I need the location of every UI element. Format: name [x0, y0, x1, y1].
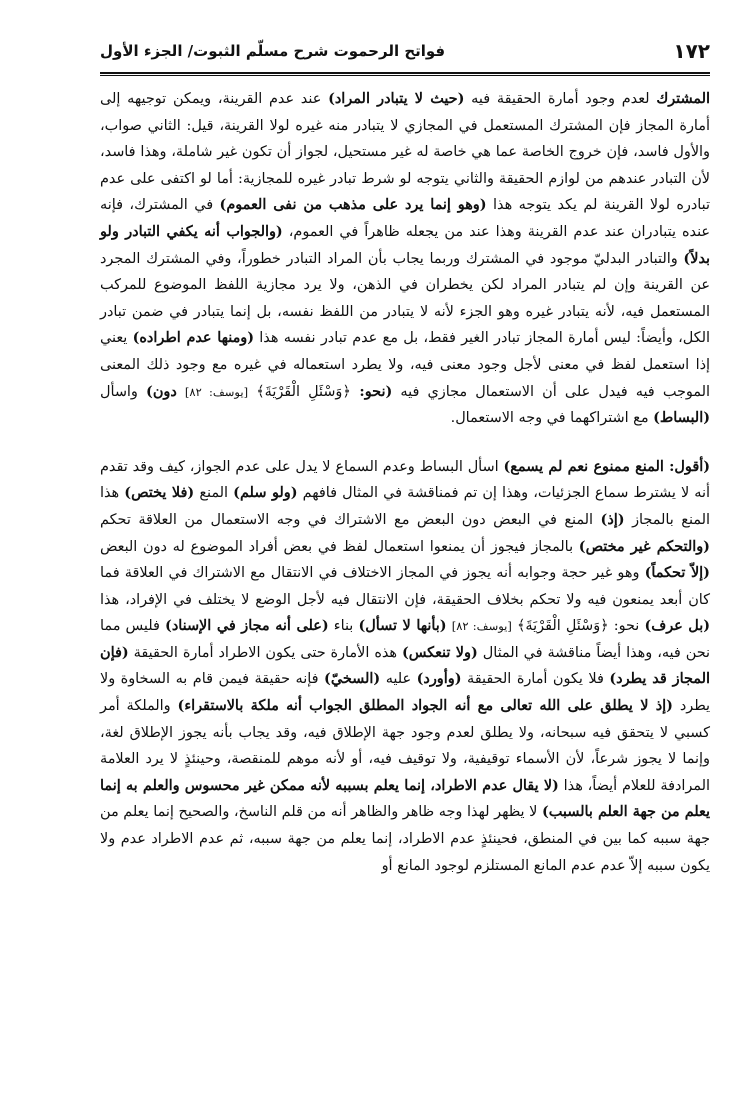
text-segment: بالمجاز فيجوز أن يمنعوا استعمال لفظ في بعض أفراد الموضوع له دون البعض [100, 538, 579, 555]
quran-verse: ﴿وَسْئَلِ الْقَرْيَةَ﴾ [517, 618, 609, 635]
text-segment: فإنه حقيقة فيمن قام به السخاوة ولا يطرد [100, 671, 711, 715]
text-segment: والتبادر البدليّ موجود في المشترك وربما يجاب بأن المراد التبادر خطوراً، وفي المشترك المجرد عن القرينة وإن لم يتبادر المراد لكن يخطران في الذهن، ولا يرد مجازية اللفظ الموضوع للمركب المستعمل فيه، لأنه يتبادر غيره وهو الجزء لأنه لا يتبادر من اللفظ نفسه، بل إنما يتبادر في ضمن تبادر الكل، وأيضاً: ليس أمارة المجاز تبادر الغير فقط، بل مع عدم تبادر نفسه هذا [100, 250, 710, 347]
text-segment: مع اشتراكهما في وجه الاستعمال. [450, 410, 654, 427]
bold-text-segment: (وهو إنما يرد على مذهب من نفى العموم) [219, 196, 487, 214]
verse-reference: [يوسف: ٨٢] [451, 619, 512, 634]
bold-text-segment: (ولو سلم) [233, 484, 298, 502]
bold-text-segment: (وأورد) [416, 670, 462, 688]
bold-text-segment: (البساط) [653, 409, 710, 427]
quran-verse: ﴿وَسْئَلِ الْقَرْيَةَ﴾ [256, 383, 351, 400]
page-number: ١٧٢ [673, 39, 710, 63]
header-rule [100, 72, 710, 74]
bold-text-segment: (حيث لا يتبادر المراد) [328, 90, 465, 107]
text-segment: المنع [194, 485, 234, 502]
commentary-paragraph-2 [100, 454, 710, 880]
text-segment: لعدم وجود أمارة الحقيقة فيه [464, 91, 657, 107]
bold-text-segment: (السخيّ) [324, 670, 381, 688]
text-segment: والملكة أمر كسبي لا يتحقق فيه سبحانه، ولا يطلق لعدم وجود جهة الإطلاق فيه، وقد يجاب بأنه يجوز الإطلاق لغة، وإنما لا يجوز شرعاً، لأن الأسماء توقيفية، ولا توقيف فيه، أو لأنه موهم للمنقصة، وحينئذٍ لا يرد العلامة المرادفة للعلام أيضاً، هذا [100, 698, 710, 794]
verse-reference: [يوسف: ٨٢] [184, 384, 249, 399]
bold-text-segment: (لا يقال عدم الاطراد، إنما يعلم بسببه لأنه ممكن غير محسوس والعلم به إنما يعلم من جهة العلم بالسبب) [100, 776, 710, 821]
text-segment: لا يظهر لهذا وجه ظاهر والظاهر أنه من قلم الناسخ، والصحيح إنما يعلم من جهة سببه كما بين في المنطق، فحينئذٍ عدم الاطراد، إنما يعلم من جهة سببه، ثم عدم الاطراد عدم ولا يكون سببه إلاّ عدم عدم المانع المستلزم لوجود المانع أو [100, 804, 710, 874]
text-segment: في المشترك، فإنه عنده يتبادران عند عدم القرينة وهذا عند من يجعله ظاهراً في العموم، [100, 197, 710, 240]
text-segment: بناء [328, 618, 359, 635]
page-body [100, 86, 710, 879]
bold-text-segment: (فلا يختص) [124, 484, 195, 502]
page-header [100, 34, 710, 68]
text-segment: واسأل [100, 383, 147, 400]
bold-text-segment: (على أنه مجاز في الإسناد) [165, 617, 329, 635]
text-segment: اسأل البساط وعدم السماع لا يدل على عدم الجواز، كيف وقد تقدم أنه لا يشترط سماع الجزئيات، وهذا إن تم فمناقشة في المثال فافهم [100, 458, 711, 502]
text-segment: عليه [380, 671, 417, 688]
bold-text-segment: (أقول: المنع ممنوع نعم لم يسمع) [503, 457, 711, 475]
text-segment: فليس مما نحن فيه، وهذا أيضاً مناقشة في المثال [100, 618, 710, 661]
bold-text-segment: (إلاّ تحكماً) [644, 564, 710, 582]
text-segment: فلا يكون أمارة الحقيقة [461, 671, 610, 688]
bold-text-segment: (ومنها عدم اطراده) [132, 329, 255, 347]
bold-text-segment: (فإن المجاز قد يطرد) [100, 643, 711, 688]
text-segment: هذا المنع بالمجاز [100, 485, 711, 528]
bold-text-segment: (والتحكم غير مختص) [578, 537, 710, 555]
text-segment: نحو: [608, 618, 645, 635]
text-segment [248, 384, 256, 400]
text-segment: يعني إذا استعمل لفظ في معنى لأجل وجود معنى فيه، ولا يطرد استعماله في غيره مع وجود ذلك المعنى الموجب فيه فيدل على أن الاستعمال مجازي فيه [100, 330, 710, 400]
bold-text-segment: (بل عرف) [644, 617, 711, 635]
bold-text-segment: (إذ) [600, 510, 625, 528]
commentary-paragraph-1 [100, 86, 710, 432]
bold-text-segment: (بأنها لا تسأل) [358, 617, 447, 635]
text-segment: هذه الأمارة حتى يكون الاطراد أمارة الحقيقة [128, 644, 402, 661]
bold-text-segment: دون) [146, 382, 177, 400]
bold-text-segment: (والجواب أنه يكفي التبادر ولو بدلاً) [100, 222, 710, 267]
text-segment: وهو غير حجة وجوابه أنه يجوز في المجاز الاختلاف في الانتقال مع الاشتراك في العلاقة فما كان أبعد يمنعون فيه ولا تحكم بخلاف الحقيقة، فإن الانتقال فيه لأجل الوضع لا يختلف في الإفراد، هذا [100, 565, 710, 608]
header-rule-thin [100, 75, 710, 76]
running-title: فواتح الرحموت شرح مسلّم الثبوت/ الجزء الأول [100, 42, 446, 60]
text-segment: المنع في البعض دون البعض مع الاشتراك في وجه الاستعمال من العلاقة تحكم [100, 511, 601, 528]
text-segment [177, 384, 185, 400]
bold-text-segment: (إذ لا يطلق على الله تعالى مع أنه الجواد المطلق الجواب أنه ملكة بالاستقراء) [177, 697, 673, 715]
bold-text-segment: (نحو: [350, 382, 393, 400]
bold-text-segment: (ولا تنعكس) [401, 643, 478, 661]
text-segment: عند عدم القرينة، ويمكن توجيهه إلى أمارة المجاز فإن المشترك المستعمل في المجازي لا يتبادر منه غيره لولا القرينة، قيل: الثاني صواب، والأول فاسد، فإن خروج الخاصة عما هي خاصة له غير مستحيل، لجواز أن تكون غير شاملة، وهذا فاسد، لأن التبادر عندهم من لوازم الحقيقة والثاني يتوجه لو شرط تبادر غيره للمجازية: أما لو اكتفى على عدم تبادره لولا القرينة لم يكد يتوجه هذا [100, 91, 710, 214]
bold-text-segment: المشترك [656, 90, 711, 107]
